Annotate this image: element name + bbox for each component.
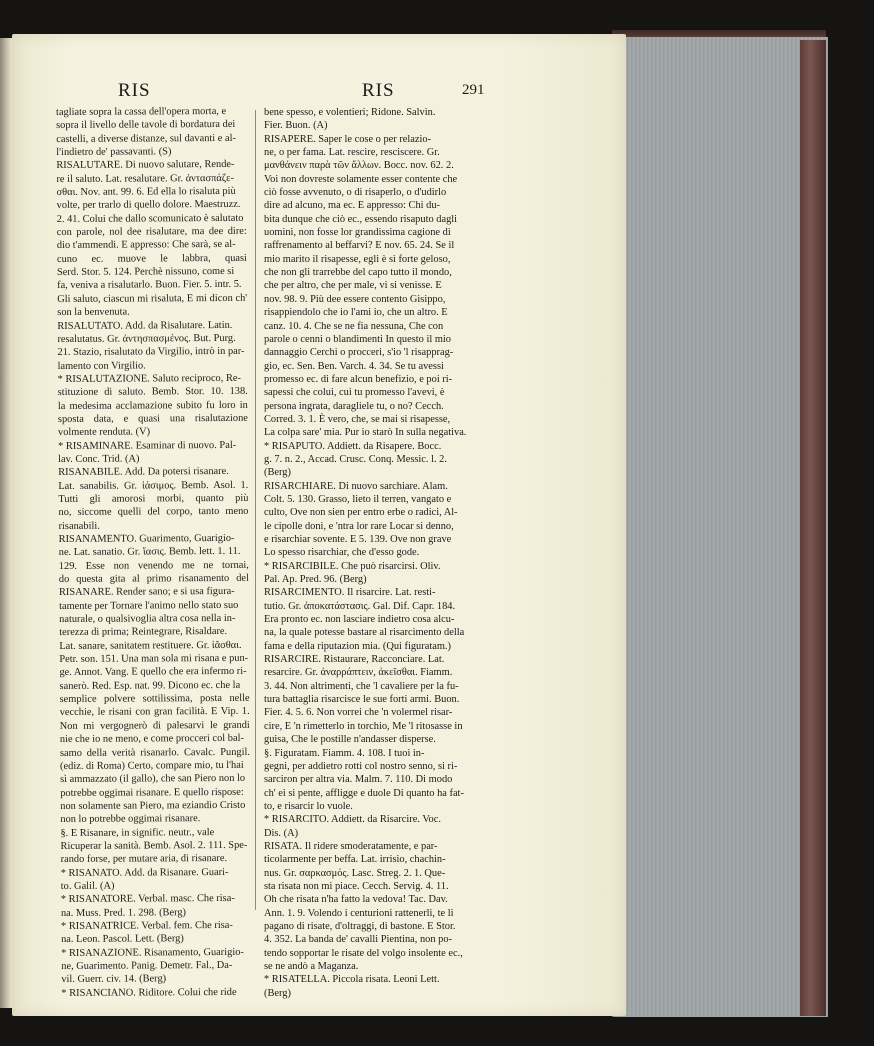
text-line: RISARCIMENTO. Il risarcire. Lat. resti- xyxy=(264,587,436,599)
text-line: semplice polvere sottilissima, posta nelle xyxy=(59,692,250,706)
text-line: mio marito il risapesse, egli è sì forte geloso, xyxy=(264,253,451,265)
text-line: Oh che risata n'ha fatto la vedova! Tac. Dav. xyxy=(264,894,448,906)
text-line: uomini, non fosse lor grandissima cagione di xyxy=(264,227,451,239)
text-line: culto, Ove non sien per entro erbe o radici, Al- xyxy=(264,507,458,519)
text-line: e risarchiar sovente. E 5. 139. Ove non grave xyxy=(264,534,452,545)
text-line: non lo potrebbe oggimai risanare. xyxy=(60,813,201,826)
text-line: parole o cenni o blandimenti In questo il mio xyxy=(264,333,451,345)
text-line: RISAPERE. Saper le cose o per relazio- xyxy=(264,133,432,145)
text-line: tendo sopportar le risate del volgo insolente ec., xyxy=(264,947,463,959)
text-line: lamento con Virgilio. xyxy=(57,359,146,372)
text-line: con parole, nol dee risalutare, ma dee dire: xyxy=(56,225,247,239)
text-line: * RISAPUTO. Addiett. da Risapere. Bocc. xyxy=(264,440,442,452)
text-line: raffrenamento al beffarvi? E nov. 65. 24. Se il xyxy=(264,240,455,252)
text-line: do questa gita al primo risanamento del xyxy=(58,572,249,586)
text-line: canz. 10. 4. Che se ne fia nessuna, Che con xyxy=(264,320,444,332)
text-line: Lo spesso risarchiar, che d'esso gode. xyxy=(264,547,420,559)
text-line: RISALUTATO. Add. da Risalutare. Latin. xyxy=(57,319,233,332)
text-line: volmente renduta. (V) xyxy=(57,426,151,439)
running-head-left: RIS xyxy=(118,80,151,101)
text-line: lav. Conc. Trid. (A) xyxy=(58,453,140,465)
text-line: Corred. 3. 1. È vero, che, se mai si risapesse, xyxy=(264,413,451,425)
text-line: persona ingrata, daragliele tu, o no? Cecch. xyxy=(264,400,444,412)
text-line: ticolarmente per beffa. Lat. irrisio, chachin- xyxy=(264,854,446,866)
text-line: RISANAMENTO. Guarimento, Guarigio- xyxy=(58,532,235,545)
text-line: cire, E 'n rimetterlo in torchio, Me 'l ritosasse in xyxy=(264,720,463,732)
text-line: La colpa sare' mia. Pur io starò In sulla negativa. xyxy=(264,427,467,439)
text-line: guisa, Che le postille n'andasser disperse. xyxy=(264,734,436,746)
page-number: 291 xyxy=(462,82,485,98)
text-line: 4. 352. La banda de' cavalli Pientina, non po- xyxy=(264,934,452,946)
text-line: * RISALUTAZIONE. Saluto reciproco, Re- xyxy=(57,372,241,385)
text-line: Serd. Stor. 5. 124. Perchè nissuno, come si xyxy=(56,266,235,279)
text-line: * RISANATRICE. Verbal. fem. Che risa- xyxy=(60,919,233,932)
text-line: tagliate sopra la cassa dell'opera morta, e xyxy=(56,105,227,118)
text-line: na, la quale potesse bastare al risarcimento della xyxy=(264,627,465,639)
text-line: to. Galil. (A) xyxy=(60,880,115,892)
text-line: Pal. Ap. Pred. 96. (Berg) xyxy=(264,574,367,586)
text-line: ne. Lat. sanatio. Gr. ἴασις. Bemb. lett. 1. 11. xyxy=(58,546,241,559)
previous-page-edge xyxy=(0,38,12,1008)
text-line: ch' ei si pente, affligge e duole Di quanto ha fat- xyxy=(264,787,464,799)
text-line: dannaggio Cerchi o procceri, s'io 'l risapprag- xyxy=(264,347,454,359)
text-line: tutio. Gr. ἀποκατάστασις. Gal. Dif. Capr. 184. xyxy=(264,600,456,612)
text-line: dio t'ammendi. E appresso: Che sarà, se al- xyxy=(56,239,236,252)
text-line: * RISARCITO. Addiett. da Risarcire. Voc. xyxy=(264,814,441,826)
text-line: ne, o per fama. Lat. rescire, resciscere. Gr. xyxy=(264,147,440,159)
text-line: re il saluto. Lat. resalutare. Gr. ἀντασπάζε- xyxy=(56,172,234,185)
text-line: promesso ec. di fare alcun benefizio, e poi ri- xyxy=(264,373,453,385)
text-line: RISANABILE. Add. Da potersi risanare. xyxy=(58,466,229,479)
text-line: rando forse, per mutare aria, di risanare. xyxy=(60,853,228,866)
text-line: le cipolle doni, e 'ntra lor rare Locar si denno, xyxy=(264,520,454,532)
text-line: resalutatus. Gr. ἀντησπασμένος. But. Purg. xyxy=(57,332,236,345)
text-line: sapessi che colui, cui tu promesso l'avevi, è xyxy=(264,387,445,399)
text-line: non solamente san Piero, ma eziandio Cristo xyxy=(60,799,246,812)
text-line: (Berg) xyxy=(264,467,291,479)
text-line: samo della verità risanarlo. Cavalc. Pungil. xyxy=(59,746,250,759)
text-line: bene spesso, e volentieri; Ridone. Salvin. xyxy=(264,107,436,118)
text-line: Gli saluto, ciascun mi risaluta, E mi dicon ch' xyxy=(57,292,248,305)
text-line: Colt. 5. 130. Grasso, lieto il terren, vangato e xyxy=(264,493,452,505)
text-line: 129. Esse non venendo me ne tornai, xyxy=(58,559,249,572)
text-line: Lat. sanabilis. Gr. ἰάσιμος. Bemb. Asol. 1. xyxy=(58,479,249,492)
page-block-edge xyxy=(612,37,828,1017)
text-line: sposta data, e quasi una risalutazione xyxy=(57,412,248,425)
text-line: risappiendolo che io l'ami io, che un altro. E xyxy=(264,307,448,319)
text-line: sanerò. Red. Esp. nat. 99. Dicono ec. che la xyxy=(59,679,241,692)
text-line: vil. Guerr. civ. 14. (Berg) xyxy=(61,973,167,986)
text-line: * RISANAZIONE. Risanamento, Guarigio- xyxy=(61,946,244,959)
text-line: nus. Gr. σαρκασμός. Lasc. Streg. 2. 1. Que- xyxy=(264,867,446,879)
text-line: Tutti gli amorosi morbi, quanto più xyxy=(58,492,249,505)
text-line: sopra il livello delle tavole di bordatura dei xyxy=(56,119,236,132)
text-line: * RISAMINARE. Esaminar di nuovo. Pal- xyxy=(58,439,237,452)
text-line: 2. 41. Colui che dallo scomunicato è salutato xyxy=(56,212,244,225)
text-line: no, siccome quelli del corpo, tanto meno xyxy=(58,506,249,519)
text-line: stituzione di saluto. Bemb. Stor. 10. 138. xyxy=(57,386,248,399)
text-line: na. Muss. Pred. 1. 298. (Berg) xyxy=(60,906,187,919)
text-line: tura battaglia risarcisce le sue forti armi. Buon. xyxy=(264,694,460,706)
text-line: * RISARCIBILE. Che può risarcirsi. Oliv. xyxy=(264,560,441,572)
text-line: * RISANCIANO. Riditore. Colui che ride xyxy=(61,986,237,999)
column-divider xyxy=(255,110,256,910)
text-line: pagano di risate, d'oltraggi, di bastone. E Stor. xyxy=(264,920,456,932)
text-line: Era pronto ec. non lasciare indietro cosa alcu- xyxy=(264,614,455,626)
text-line: dire ad alcuno, ma ec. E appresso: Chi du- xyxy=(264,200,441,212)
text-line: Ann. 1. 9. Volendo i centurioni rattenerli, te li xyxy=(264,907,454,919)
text-line: volte, per trarlo di quello dolore. Maestruzz. xyxy=(56,199,241,212)
text-line: nov. 98. 9. Più dee essere contento Gisippo, xyxy=(264,293,446,305)
text-line: RISANARE. Render sano; e si usa figura- xyxy=(58,586,235,599)
text-line: nie che io ne meno, e come procceri col bal- xyxy=(59,733,244,746)
text-line: Voi non dovreste solamente esser contente che xyxy=(264,173,458,185)
text-line: Petr. son. 151. Una man sola mi risana e pun- xyxy=(59,652,249,666)
text-line: σθαι. Nov. ant. 99. 6. Ed ella lo risaluta più xyxy=(56,185,236,199)
text-line: g. 7. n. 2., Accad. Crusc. Conq. Messic. l. 2. xyxy=(264,453,447,465)
text-line: fama e della riputazion mia. (Qui figuratam.) xyxy=(264,640,451,652)
text-line: bita dunque che ciò ec., essendo risaputo dagli xyxy=(264,213,458,225)
text-line: se ne andò a Maganza. xyxy=(264,961,359,972)
text-line: gegni, per addietro rotti col nostro senno, si ri- xyxy=(264,760,458,772)
book-cover-edge xyxy=(800,40,826,1016)
text-line: cuno ec. muove le labbra, quasi xyxy=(56,252,247,265)
text-line: Lat. sanare, sanitatem restituere. Gr. ἰᾶσθαι. xyxy=(59,639,242,652)
left-column xyxy=(56,105,251,1000)
text-line: §. E Risanare, in signific. neutr., vale xyxy=(60,826,215,839)
running-head-right: RIS xyxy=(362,80,395,101)
text-line: (ediz. di Roma) Certo, compare mio, tu l'hai xyxy=(60,759,244,772)
text-line: sta risata non mi piace. Cecch. Servig. 4. 11. xyxy=(264,880,449,892)
text-line: ge. Annot. Vang. E quello che era infermo ri- xyxy=(59,666,247,679)
text-line: Ricuperar la sanità. Bemb. Asol. 2. 111. Spe- xyxy=(60,839,248,852)
text-line: to, e risarcir lo vuole. xyxy=(264,800,353,812)
text-line: * RISANATORE. Verbal. masc. Che risa- xyxy=(60,893,235,906)
text-line: naturale, o qualsivoglia altra cosa nella in- xyxy=(59,612,236,626)
text-line: sarciron per altra via. Malm. 7. 110. Di modo xyxy=(264,774,453,786)
text-line: sì ammazzato (il gallo), che san Piero non lo xyxy=(60,773,246,786)
text-line: 3. 44. Non altrimenti, che 'l cavaliere per la fu- xyxy=(264,680,459,692)
text-line: na. Leon. Pascol. Lett. (Berg) xyxy=(61,933,184,946)
text-line: * RISATELLA. Piccola risata. Leoni Lett. xyxy=(264,974,440,986)
text-line: che per altro, che per male, vi si venisse. E xyxy=(264,280,442,292)
text-line: (Berg) xyxy=(264,987,291,999)
text-line: risanabili. xyxy=(58,520,100,532)
text-line: μανθάνειν παρὰ τῶν ἄλλων. Bocc. nov. 62. 2. xyxy=(264,160,454,172)
text-line: RISARCIRE. Ristaurare, Racconciare. Lat. xyxy=(264,654,445,666)
text-line: resarcire. Gr. ἀναρράπτειν, ἀκεῖσθαι. Fiamm. xyxy=(264,667,453,679)
text-line: la medesima acclamazione subito fu loro in xyxy=(57,399,248,412)
text-line: fa, veniva a risalutarlo. Buon. Fier. 5. intr. 5. xyxy=(57,279,242,292)
text-line: l'indietro de' passavanti. (S) xyxy=(56,146,172,159)
text-line: RISATA. Il ridere smoderatamente, e par- xyxy=(264,840,438,852)
text-line: terezza di prima; Reintegrare, Risaldare. xyxy=(59,626,228,639)
text-line: * RISANATO. Add. da Risanare. Guari- xyxy=(60,866,229,879)
text-line: ciò fosse avvenuto, o di risaperlo, o d'udirlo xyxy=(264,187,447,199)
text-line: Non mi vergognerò di palesarvi le grandi xyxy=(59,719,250,732)
text-line: tamente per Tornare l'animo nello stato suo xyxy=(59,599,239,612)
right-column xyxy=(264,106,498,1000)
text-line: Dis. (A) xyxy=(264,827,299,839)
text-line: ne, Guarimento. Panig. Demetr. Fal., Da- xyxy=(61,959,233,972)
text-line: castelli, a diverse distanze, sul davanti e al- xyxy=(56,132,236,145)
text-line: RISARCHIARE. Di nuovo sarchiare. Alam. xyxy=(264,480,448,492)
text-line: Fier. 4. 5. 6. Non vorrei che 'n volermel risar- xyxy=(264,707,453,719)
text-line: son la benvenuta. xyxy=(57,306,130,319)
text-line: che non gli trarrebbe del capo tutto il mondo, xyxy=(264,267,452,279)
text-line: gio, ec. Sen. Ben. Varch. 4. 34. Se tu avessi xyxy=(264,360,444,372)
text-line: Fier. Buon. (A) xyxy=(264,120,328,132)
text-line: §. Figuratam. Fiamm. 4. 108. I tuoi in- xyxy=(264,747,425,759)
text-line: vecchie, le risani con gran facilità. E Vip. 1. xyxy=(59,706,250,719)
text-line: RISALUTARE. Di nuovo salutare, Rende- xyxy=(56,159,235,172)
text-line: 21. Stazio, risalutato da Virgilio, intrò in par- xyxy=(57,346,245,359)
text-line: potrebbe oggimai risanare. E quello rispose: xyxy=(60,786,244,799)
